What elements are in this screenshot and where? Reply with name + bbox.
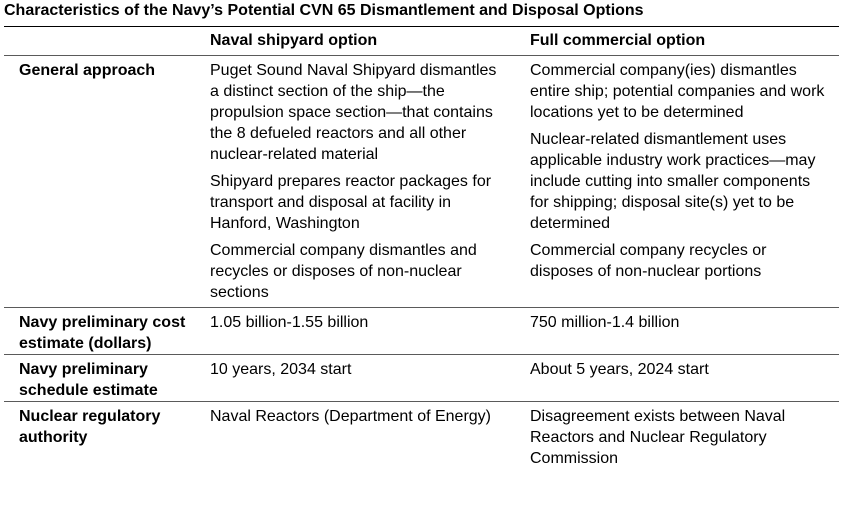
table-row	[4, 308, 839, 355]
cell-paragraph: Puget Sound Naval Shipyard dismantles a distinct section of the ship—the propulsion space section—that contains the 8 defueled reactors and all other nuclear-related material	[210, 62, 497, 163]
header-empty	[4, 27, 195, 56]
cell-paragraph: 750 million-1.4 billion	[530, 314, 680, 331]
header-full-commercial-option: Full commercial option	[530, 32, 706, 49]
row-label-general-approach: General approach	[19, 62, 156, 79]
cell-naval	[195, 308, 515, 355]
cell-naval	[195, 355, 515, 402]
cell-commercial	[515, 355, 839, 402]
cell-paragraph: About 5 years, 2024 start	[530, 361, 709, 378]
row-label-schedule-estimate: Navy preliminary schedule estimate	[19, 361, 158, 399]
cell-commercial	[515, 56, 839, 308]
header-naval-shipyard-option: Naval shipyard option	[210, 32, 378, 49]
cell-paragraph: Commercial company dismantles and recycles or disposes of non-nuclear sections	[210, 242, 477, 301]
cell-paragraph: Commercial company recycles or disposes of non-nuclear portions	[530, 242, 767, 280]
cell-paragraph: Naval Reactors (Department of Energy)	[210, 408, 491, 425]
cell-naval	[195, 402, 515, 474]
cell-commercial	[515, 308, 839, 355]
cell-paragraph: 1.05 billion-1.55 billion	[210, 314, 369, 331]
comparison-table	[4, 26, 839, 473]
cell-paragraph: 10 years, 2034 start	[210, 361, 352, 378]
cell-paragraph: Disagreement exists between Naval Reactors and Nuclear Regulatory Commission	[530, 408, 786, 467]
row-label-regulatory-authority: Nuclear regulatory authority	[19, 408, 161, 446]
table-row	[4, 402, 839, 474]
cell-commercial	[515, 402, 839, 474]
header-row	[4, 27, 839, 56]
cell-paragraph: Shipyard prepares reactor packages for transport and disposal at facility in Hanford, Washington	[210, 173, 492, 232]
cell-paragraph: Nuclear-related dismantlement uses applicable industry work practices—may include cutting into smaller components for shipping; disposal site(s) yet to be determined	[530, 131, 816, 232]
cell-paragraph: Commercial company(ies) dismantles entire ship; potential companies and work locations yet to be determined	[530, 62, 825, 121]
table-row	[4, 355, 839, 402]
row-label-cost-estimate: Navy preliminary cost estimate (dollars)	[19, 314, 186, 352]
table-title: Characteristics of the Navy’s Potential CVN 65 Dismantlement and Disposal Options	[4, 2, 644, 19]
table-row	[4, 56, 839, 308]
cell-naval	[195, 56, 515, 308]
